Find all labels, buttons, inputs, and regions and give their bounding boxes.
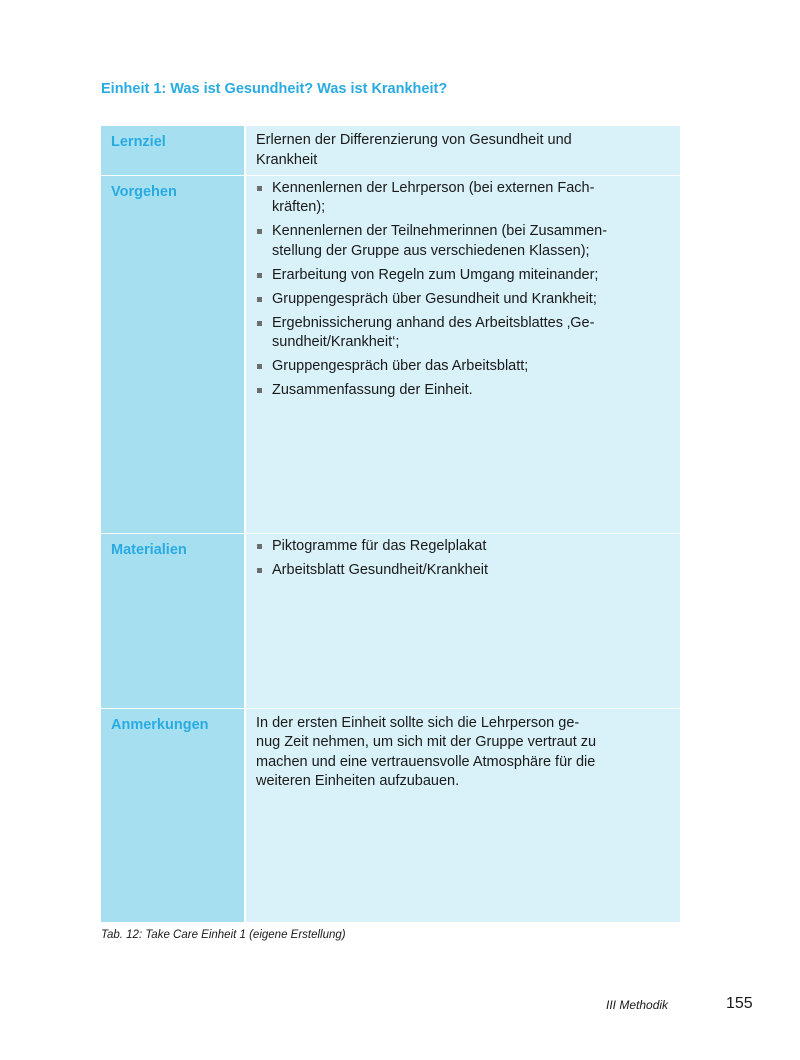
square-bullet-icon — [257, 229, 262, 234]
table-row-materialien — [101, 533, 680, 708]
text-line: Zusammenfassung der Einheit. — [272, 382, 473, 398]
list-item — [256, 290, 640, 310]
anmerkungen-text — [246, 709, 680, 792]
list-item — [256, 357, 640, 377]
list-item — [256, 266, 640, 286]
vorgehen-list — [246, 176, 680, 401]
row-label-anmerkungen: Anmerkungen — [111, 716, 209, 733]
table-row-vorgehen — [101, 175, 680, 533]
square-bullet-icon — [257, 186, 262, 191]
row-label-cell — [101, 533, 245, 708]
text-line: Gruppengespräch über Gesundheit und Krankheit; — [272, 290, 597, 307]
text-line: In der ersten Einheit sollte sich die Lehrperson ge- — [256, 714, 580, 731]
text-line: Piktogramme für das Regelplakat — [272, 537, 487, 554]
list-item — [256, 314, 640, 353]
row-label-vorgehen: Vorgehen — [111, 183, 177, 200]
square-bullet-icon — [257, 273, 262, 278]
row-content-cell — [245, 533, 680, 708]
text-line: Ergebnissicherung anhand des Arbeitsblattes ‚Ge- — [272, 314, 595, 331]
text-line: Kennenlernen der Lehrperson (bei externen Fach- — [272, 179, 595, 196]
text-line: nug Zeit nehmen, um sich mit der Gruppe vertraut zu — [256, 734, 597, 750]
page-number: 155 — [726, 995, 753, 1012]
row-label-materialien: Materialien — [111, 541, 187, 558]
table-caption: Tab. 12: Take Care Einheit 1 (eigene Erstellung) — [101, 929, 346, 941]
text-line: weiteren Einheiten aufzubauen. — [256, 773, 460, 789]
text-line: Krankheit — [256, 151, 318, 168]
square-bullet-icon — [257, 388, 262, 393]
text-line: Kennenlernen der Teilnehmerinnen (bei Zusammen- — [272, 223, 608, 239]
materialien-list — [246, 534, 680, 581]
text-line: sundheit/Krankheit‘; — [272, 334, 400, 350]
footer-section-title: III Methodik — [606, 998, 669, 1012]
row-label-cell — [101, 708, 245, 922]
page-heading: Einheit 1: Was ist Gesundheit? Was ist Krankheit? — [101, 81, 448, 97]
row-content-cell — [245, 708, 680, 922]
list-item — [256, 561, 640, 581]
row-label-cell — [101, 175, 245, 533]
unit-table — [101, 126, 680, 922]
table-row-lernziel — [101, 126, 680, 175]
square-bullet-icon — [257, 568, 262, 573]
square-bullet-icon — [257, 321, 262, 326]
list-item — [256, 179, 640, 218]
text-line: stellung der Gruppe aus verschiedenen Klassen); — [272, 242, 590, 259]
row-label-cell — [101, 126, 245, 175]
square-bullet-icon — [257, 364, 262, 369]
list-item — [256, 537, 640, 557]
text-line: kräften); — [272, 199, 326, 215]
lernziel-text — [246, 126, 680, 170]
row-content-cell — [245, 175, 680, 533]
list-item — [256, 381, 640, 401]
text-line: Erlernen der Differenzierung von Gesundheit und — [256, 132, 572, 148]
text-line: Arbeitsblatt Gesundheit/Krankheit — [272, 561, 489, 578]
list-item — [256, 222, 640, 261]
table-row-anmerkungen — [101, 708, 680, 922]
row-label-lernziel: Lernziel — [111, 134, 166, 150]
text-line: Gruppengespräch über das Arbeitsblatt; — [272, 358, 529, 374]
square-bullet-icon — [257, 297, 262, 302]
text-line: Erarbeitung von Regeln zum Umgang miteinander; — [272, 266, 599, 283]
row-content-cell — [245, 126, 680, 175]
text-line: machen und eine vertrauensvolle Atmosphäre für die — [256, 753, 596, 770]
square-bullet-icon — [257, 544, 262, 549]
